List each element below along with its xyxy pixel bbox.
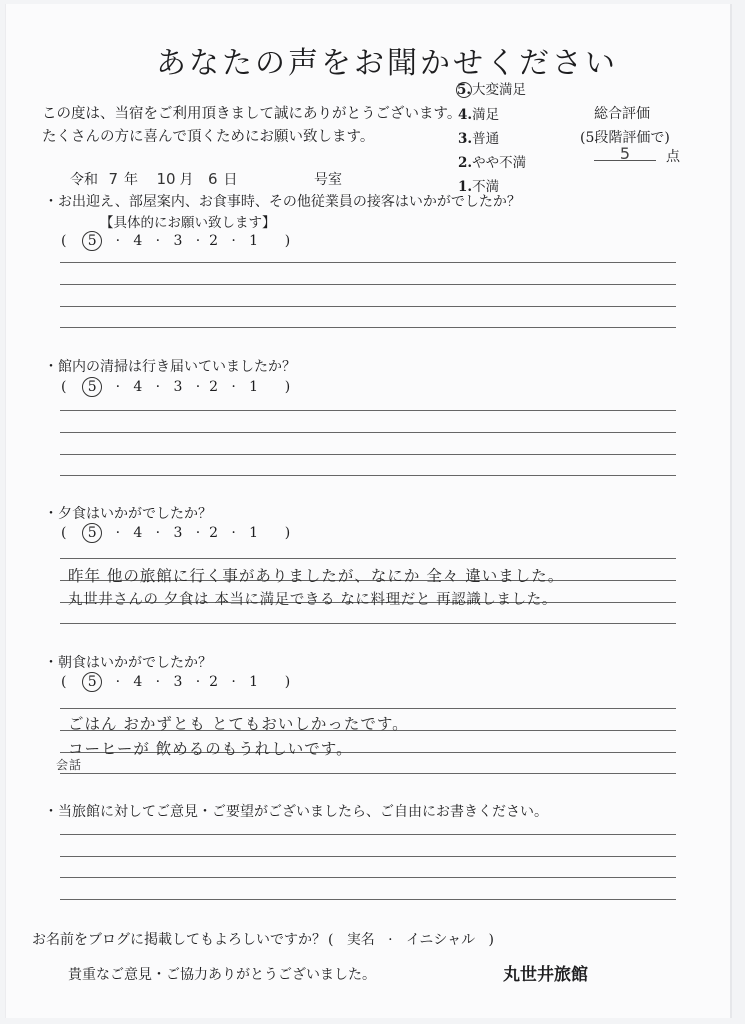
thanks-message: 貴重なご意見・ご協力ありがとうございました。 (68, 967, 376, 983)
rating-1-selected: 5 (82, 231, 102, 251)
page-title: あなたの声をお聞かせください (156, 46, 618, 81)
overall-label: 総合評価 (594, 106, 650, 122)
question-2: ・館内の清掃は行き届いていましたか？ (44, 359, 296, 375)
comment-4-line-3: 会話 (56, 758, 83, 772)
rating-4-selected: 5 (82, 672, 102, 692)
overall-score: 5 (594, 144, 656, 161)
overall-unit: 点 (666, 149, 680, 165)
question-1-note: 【具体的にお願い致します】 (100, 215, 276, 231)
rating-2-selected: 5 (82, 377, 102, 397)
intro-line-2: たくさんの方に喜んで頂くためにお願い致します。 (42, 129, 375, 145)
comment-3-line-2: 丸世井さんの 夕食は 本当に満足できる なに料理だと 再認識しました。 (68, 592, 557, 608)
overall-note: (5段階評価で) (580, 130, 670, 146)
scale-item-4: 4.満足 (458, 107, 500, 123)
scale-item-3: 3.普通 (458, 131, 500, 147)
comment-4-line-2: コーヒーが 飲めるのもうれしいです。 (68, 740, 353, 758)
question-4: ・朝食はいかがでしたか？ (44, 655, 212, 671)
question-3: ・夕食はいかがでしたか？ (44, 506, 212, 522)
intro-line-1: この度は、当宿をご利用頂きまして誠にありがとうございます。 (42, 106, 462, 122)
blog-options: ( 実名 · イニシャル ) (328, 932, 494, 948)
scale-item-5: 5.大変満足 (457, 82, 526, 98)
rating-3-selected: 5 (82, 523, 102, 543)
blog-question: お名前をブログに掲載してもよろしいですか？ (32, 932, 326, 948)
rating-2: ( 5 · 4 · 3 · 2 · 1 ) (61, 379, 291, 395)
rating-3: ( 5 · 4 · 3 · 2 · 1 ) (61, 525, 291, 541)
comment-4-line-1: ごはん おかずとも とてもおいしかったです。 (68, 715, 409, 733)
rating-4: ( 5 · 4 · 3 · 2 · 1 ) (61, 674, 291, 690)
scale-item-2: 2.やや不満 (458, 155, 527, 171)
inn-name: 丸世井旅館 (503, 965, 588, 985)
rating-1: ( 5 · 4 · 3 · 2 · 1 ) (61, 233, 291, 249)
survey-sheet (6, 4, 730, 1018)
comment-3-line-1: 昨年 他の旅館に行く事がありましたが、なにか 全々 違いました。 (68, 567, 565, 585)
question-1: ・お出迎え、部屋案内、お食事時、その他従業員の接客はいかがでしたか？ (44, 194, 521, 210)
date-line: 令和 7 年 10 月 6 日 号室 (70, 170, 342, 188)
scale-item-1: 1.不満 (458, 179, 500, 195)
question-5: ・当旅館に対してご意見・ご要望がございましたら、ご自由にお書きください。 (44, 804, 548, 820)
